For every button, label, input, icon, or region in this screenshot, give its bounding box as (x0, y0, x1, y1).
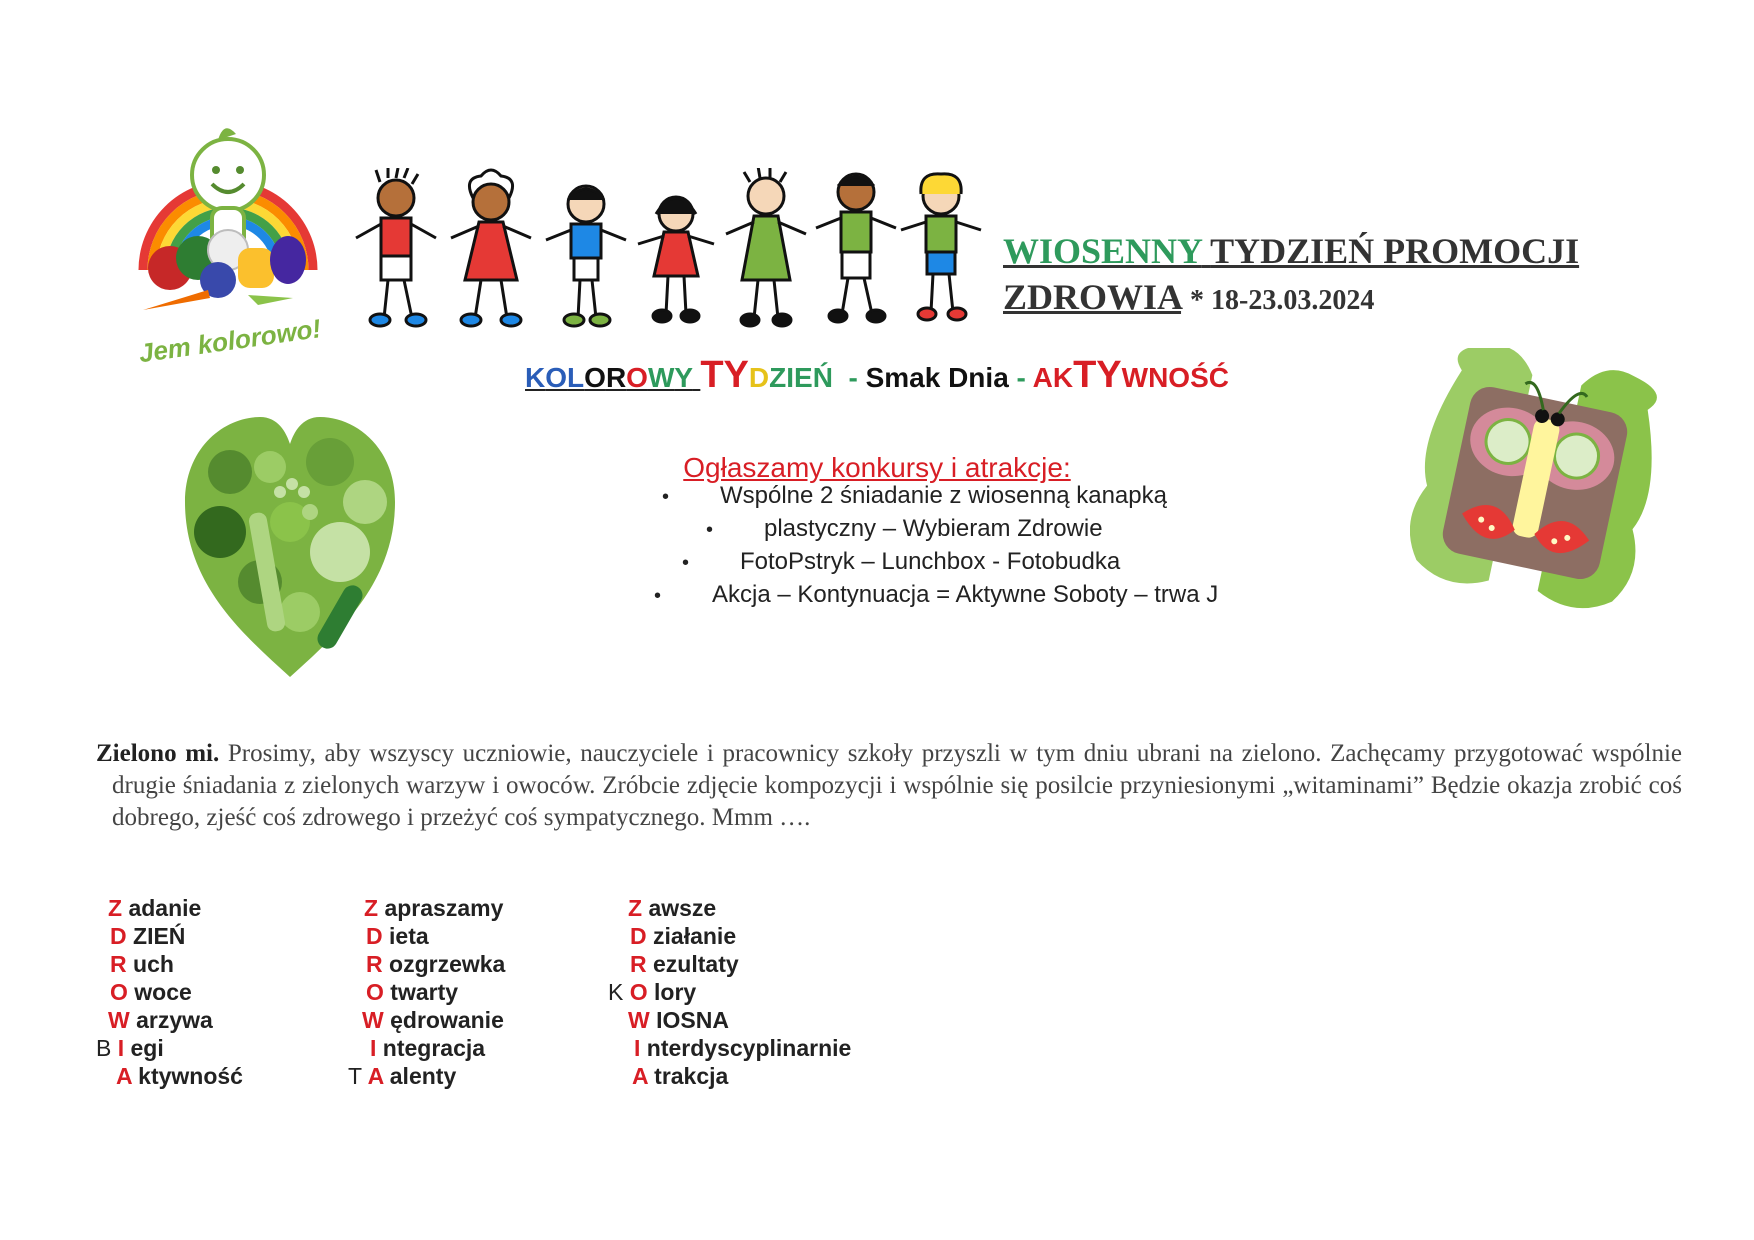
acrostic-letter: W (362, 1007, 384, 1033)
child-figure-icon (901, 174, 981, 320)
acrostic-letter: I (634, 1035, 641, 1061)
acrostic-word: uch (133, 951, 174, 977)
acrostic-word: ędrowanie (390, 1007, 504, 1033)
acrostic-word: ziałanie (653, 923, 737, 949)
zielono-mi-paragraph (96, 738, 1682, 834)
acrostic-row (632, 1062, 728, 1090)
kolorowy-letter: L (567, 362, 585, 393)
acrostic-word: ktywność (138, 1063, 243, 1089)
acrostic-row (96, 1034, 164, 1062)
acrostic-word: arzywa (136, 1007, 213, 1033)
acrostic-word: alenty (389, 1063, 457, 1089)
title-line-1-rest: TYDZIEŃ PROMOCJI (1210, 231, 1580, 271)
child-figure-icon (638, 197, 714, 322)
acrostic-row (110, 922, 185, 950)
acrostic-row (366, 950, 505, 978)
acrostic-prefix: B (96, 1035, 112, 1061)
acrostic-word: ezultaty (653, 951, 739, 977)
child-figure-icon (546, 186, 626, 326)
list-item-text: plastyczny – Wybieram Zdrowie (764, 515, 1103, 542)
kolorowy-letter: Y (674, 362, 693, 393)
acrostic-word: ntegracja (382, 1035, 486, 1061)
acrostic-row (634, 1034, 851, 1062)
acrostic-row (362, 1006, 504, 1034)
acrostic-letter: D (630, 923, 647, 949)
acrostic-word: ozgrzewka (389, 951, 506, 977)
acrostic-prefix: K (608, 979, 624, 1005)
logo-text: Jem kolorowo! (136, 313, 323, 369)
acrostic-row (608, 978, 696, 1006)
acrostic-word: IOSNA (656, 1007, 729, 1033)
title-date: * 18-23.03.2024 (1190, 285, 1375, 316)
week-ty: TY (700, 354, 749, 396)
acrostic-letter: I (117, 1035, 125, 1061)
week-smak-dnia: Smak Dnia (865, 362, 1009, 393)
acrostic-column-3 (608, 894, 908, 1094)
acrostic-row (370, 1034, 485, 1062)
kolorowy-word (525, 362, 700, 393)
acrostic-letter: R (110, 951, 127, 977)
acrostic-letter: Z (364, 895, 379, 921)
acrostic-letter: O (366, 979, 384, 1005)
acrostic-row (110, 978, 192, 1006)
bullet-icon: • (654, 585, 662, 607)
title-word-zdrowia: ZDROWIA (1003, 277, 1182, 317)
acrostic-letter: A (116, 1063, 132, 1089)
acrostic-letter: I (370, 1035, 377, 1061)
kolorowy-letter: O (584, 362, 606, 393)
acrostic-letter: O (629, 979, 648, 1005)
acrostic-letter: A (632, 1063, 648, 1089)
acrostic-row (116, 1062, 243, 1090)
kolorowy-letter: W (647, 362, 675, 393)
bullet-icon: • (682, 552, 690, 574)
announcements-title: Ogłaszamy konkursy i atrakcje: (683, 452, 1071, 483)
acrostic-word: adanie (128, 895, 202, 921)
page-title (1003, 228, 1703, 324)
acrostic-word: trakcja (654, 1063, 729, 1089)
acrostic-row (108, 894, 201, 922)
acrostic-letter: Z (108, 895, 123, 921)
paragraph-text: Prosimy, aby wszyscy uczniowie, nauczyciele i pracownicy szkoły przyszli w tym dniu ubrani na zielono. Zachęcamy przygotować wspólnie drugie śniadania z zielonych warzyw i owoców. Zróbcie zdjęcie kompozycji i wspólnie się posilcie przyniesionymi „witaminami” Będzie okazja zrobić coś dobrego, zjeść coś zdrowego i przeżyć coś sympatycznego. Mmm …. (112, 740, 1682, 831)
acrostic-row (348, 1062, 456, 1090)
kolorowy-letter: K (525, 362, 546, 393)
acrostic-word: apraszamy (384, 895, 504, 921)
acrostic-row (628, 1006, 729, 1034)
acrostic-letter: O (110, 979, 128, 1005)
acrostic-column-1 (96, 894, 296, 1094)
acrostic-word: nterdyscyplinarnie (646, 1035, 852, 1061)
acrostic-row (630, 922, 736, 950)
title-line-2 (1003, 274, 1703, 324)
acrostic-word: lory (654, 979, 697, 1005)
week-ak: AK (1032, 362, 1074, 393)
child-figure-icon (451, 170, 531, 326)
acrostic-row (108, 1006, 213, 1034)
acrostic-letter: W (628, 1007, 650, 1033)
list-item-text: Akcja – Kontynuacja = Aktywne Soboty – trwa J (712, 581, 1219, 608)
acrostic-word: ZIEŃ (133, 923, 186, 949)
paragraph-lead: Zielono mi. (96, 740, 220, 767)
acrostic-letter: D (110, 923, 127, 949)
acrostic-row (364, 894, 503, 922)
kolorowy-letter: O (545, 362, 568, 393)
child-figure-icon (816, 174, 896, 322)
acrostic-row (366, 978, 458, 1006)
children-illustration (346, 168, 986, 338)
acrostic-row (366, 922, 429, 950)
acrostic-column-2 (348, 894, 568, 1094)
acrostic-word: ieta (389, 923, 429, 949)
week-zien: ZIEŃ (769, 362, 833, 393)
child-figure-icon (726, 168, 806, 326)
acrostic-letter: R (630, 951, 647, 977)
acrostic-letter: W (108, 1007, 130, 1033)
kolorowy-letter: R (605, 362, 627, 393)
bullet-icon: • (706, 519, 714, 541)
week-ty-2: TY (1073, 354, 1122, 396)
list-item-text: Wspólne 2 śniadanie z wiosenną kanapką (720, 482, 1167, 509)
acrostic-word: egi (130, 1035, 164, 1061)
acrostic-row (628, 894, 716, 922)
week-dash-2: - (1016, 362, 1026, 393)
title-line-1 (1003, 228, 1703, 274)
acrostic-row (630, 950, 739, 978)
acrostic-letter: Z (628, 895, 643, 921)
acrostic-letter: R (366, 951, 383, 977)
list-item-text: FotoPstryk – Lunchbox - Fotobudka (740, 548, 1121, 575)
acrostic-word: awsze (648, 895, 717, 921)
kolorowy-letter: O (626, 362, 648, 393)
title-green-word: WIOSENNY (1003, 231, 1202, 271)
acrostic-letter: D (366, 923, 383, 949)
acrostic-word: twarty (390, 979, 459, 1005)
acrostic-row (110, 950, 174, 978)
acrostic-word: woce (134, 979, 192, 1005)
bullet-icon: • (662, 486, 670, 508)
week-d: D (748, 362, 770, 393)
acrostic-prefix: T (348, 1063, 363, 1089)
jem-kolorowo-logo (128, 120, 328, 380)
week-dash-1: - (848, 362, 858, 393)
child-figure-icon (356, 168, 436, 326)
acrostic-letter: A (367, 1063, 384, 1089)
week-wnosc: WNOŚĆ (1121, 362, 1229, 393)
